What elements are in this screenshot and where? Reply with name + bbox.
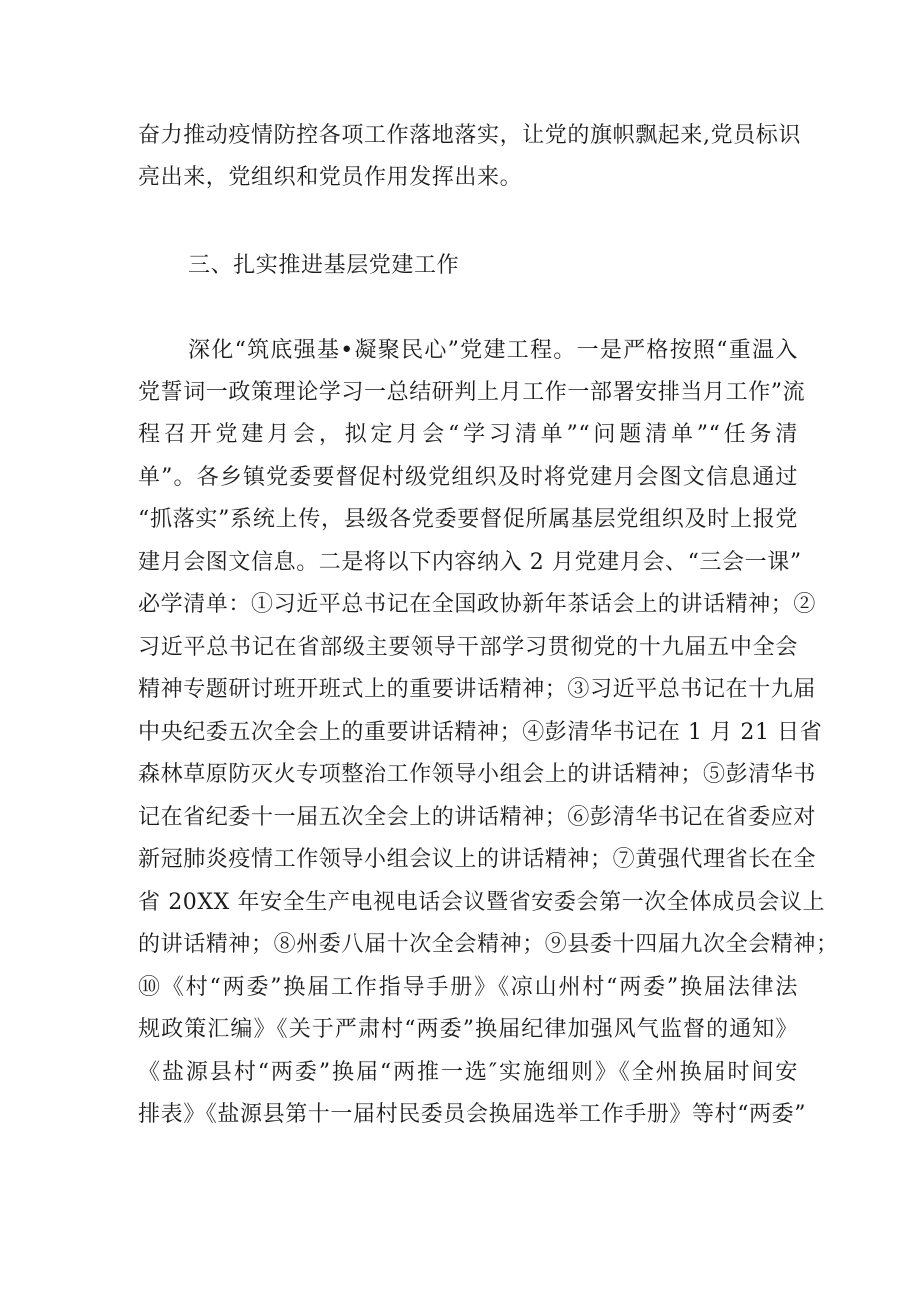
paragraph-line: 深化“筑底强基•凝聚民心”党建工程。一是严格按照“重温入 — [188, 338, 798, 363]
paragraph-line: 记在省纪委十一届五次全会上的讲话精神；⑥彭清华书记在省委应对 — [138, 805, 817, 830]
paragraph-line: 的讲话精神；⑧州委八届十次全会精神；⑨县委十四届九次全会精神； — [138, 932, 839, 957]
paragraph-line: 森林草原防灭火专项整治工作领导小组会上的讲话精神；⑤彭清华书 — [138, 762, 817, 787]
paragraph-line: 中央纪委五次全会上的重要讲话精神；④彭清华书记在 1 月 21 日省 — [138, 720, 823, 745]
paragraph-line: “抓落实”系统上传，县级各党委要督促所属基层党组织及时上报党 — [138, 507, 798, 532]
paragraph-line: 规政策汇编》《关于严肃村“两委”换届纪律加强风气监督的通知》 — [138, 1017, 798, 1042]
paragraph-line: 新冠肺炎疫情工作领导小组会议上的讲话精神；⑦黄强代理省长在全 — [138, 847, 817, 872]
paragraph-line: 奋力推动疫情防控各项工作落地落实，让党的旗帜飘起来,党员标识 — [138, 123, 801, 148]
section-heading: 三、扎实推进基层党建工作 — [188, 253, 460, 278]
paragraph-line: 程召开党建月会，拟定月会“学习清单”“问题清单”“任务清 — [138, 422, 798, 447]
paragraph-line: 必学清单：①习近平总书记在全国政协新年茶话会上的讲话精神；② — [138, 592, 817, 617]
paragraph-line: 亮出来，党组织和党员作用发挥出来。 — [138, 165, 523, 190]
paragraph-line: 排表》《盐源县第十一届村民委员会换届选举工作手册》等村“两委” — [138, 1102, 807, 1127]
paragraph-line: ⑩《村“两委”换届工作指导手册》《凉山州村“两委”换届法律法 — [138, 975, 798, 1000]
paragraph-line: 习近平总书记在省部级主要领导干部学习贯彻党的十九届五中全会 — [138, 635, 798, 660]
paragraph-line: 省 20XX 年安全生产电视电话会议暨省安委会第一次全体成员会议上 — [138, 890, 826, 915]
paragraph-line: 精神专题研讨班开班式上的重要讲话精神；③习近平总书记在十九届 — [138, 677, 817, 702]
paragraph-line: 单”。各乡镇党委要督促村级党组织及时将党建月会图文信息通过 — [138, 465, 798, 490]
paragraph-line: 建月会图文信息。二是将以下内容纳入 2 月党建月会、“三会一课” — [138, 550, 802, 575]
paragraph-line: 党誓词一政策理论学习一总结研判上月工作一部署安排当月工作”流 — [138, 380, 806, 405]
paragraph-line: 《盐源县村“两委”换届“两推一选″实施细则》《全州换届时间安 — [138, 1060, 798, 1085]
